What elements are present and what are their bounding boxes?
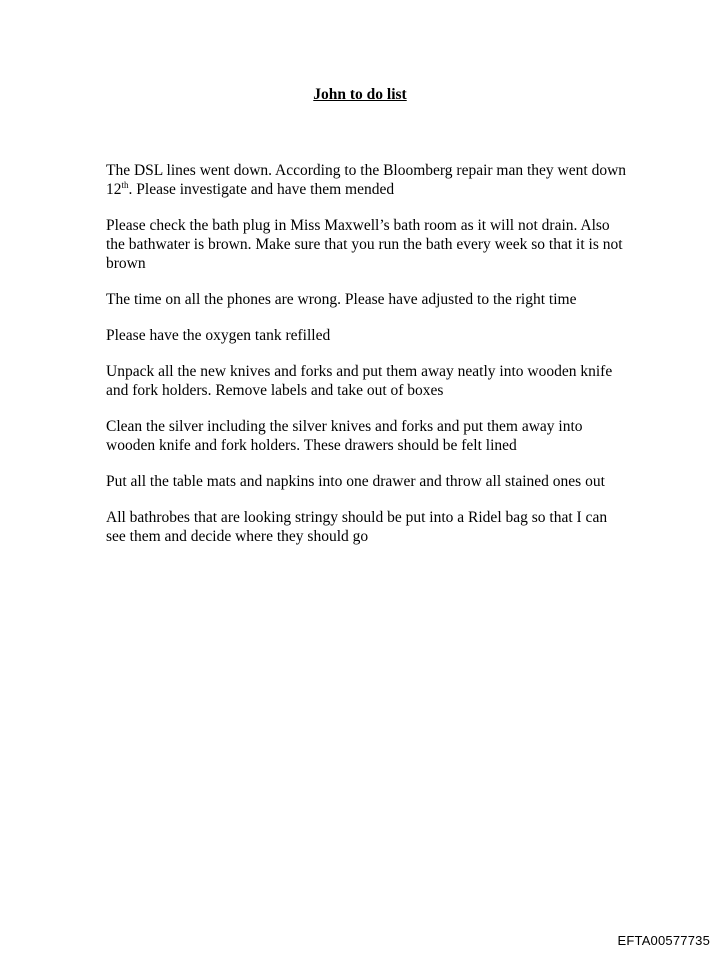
document-id-stamp: EFTA00577735 xyxy=(617,933,710,948)
list-item xyxy=(106,161,626,199)
todo-list xyxy=(106,161,626,563)
list-item: All bathrobes that are looking stringy should be put into a Ridel bag so that I can see them and decide where they should go xyxy=(106,509,608,545)
list-item: Unpack all the new knives and forks and put them away neatly into wooden knife and fork holders. Remove labels and take out of boxes xyxy=(106,363,613,399)
list-item: Please check the bath plug in Miss Maxwell’s bath room as it will not drain. Also the bathwater is brown. Make sure that you run the bath every week so that it is not brown xyxy=(106,217,623,272)
list-item: Clean the silver including the silver knives and forks and put them away into wooden knife and fork holders. These drawers should be felt lined xyxy=(106,418,583,454)
item-text: . Please investigate and have them mended xyxy=(128,181,395,198)
page-title: John to do list xyxy=(313,86,407,103)
list-item: Please have the oxygen tank refilled xyxy=(106,327,331,344)
item-text: The DSL lines went down. According to the Bloomberg repair man they went down 12 xyxy=(106,162,627,198)
list-item: The time on all the phones are wrong. Please have adjusted to the right time xyxy=(106,291,577,308)
ordinal-suffix: th xyxy=(121,179,129,190)
list-item: Put all the table mats and napkins into one drawer and throw all stained ones out xyxy=(106,473,605,490)
